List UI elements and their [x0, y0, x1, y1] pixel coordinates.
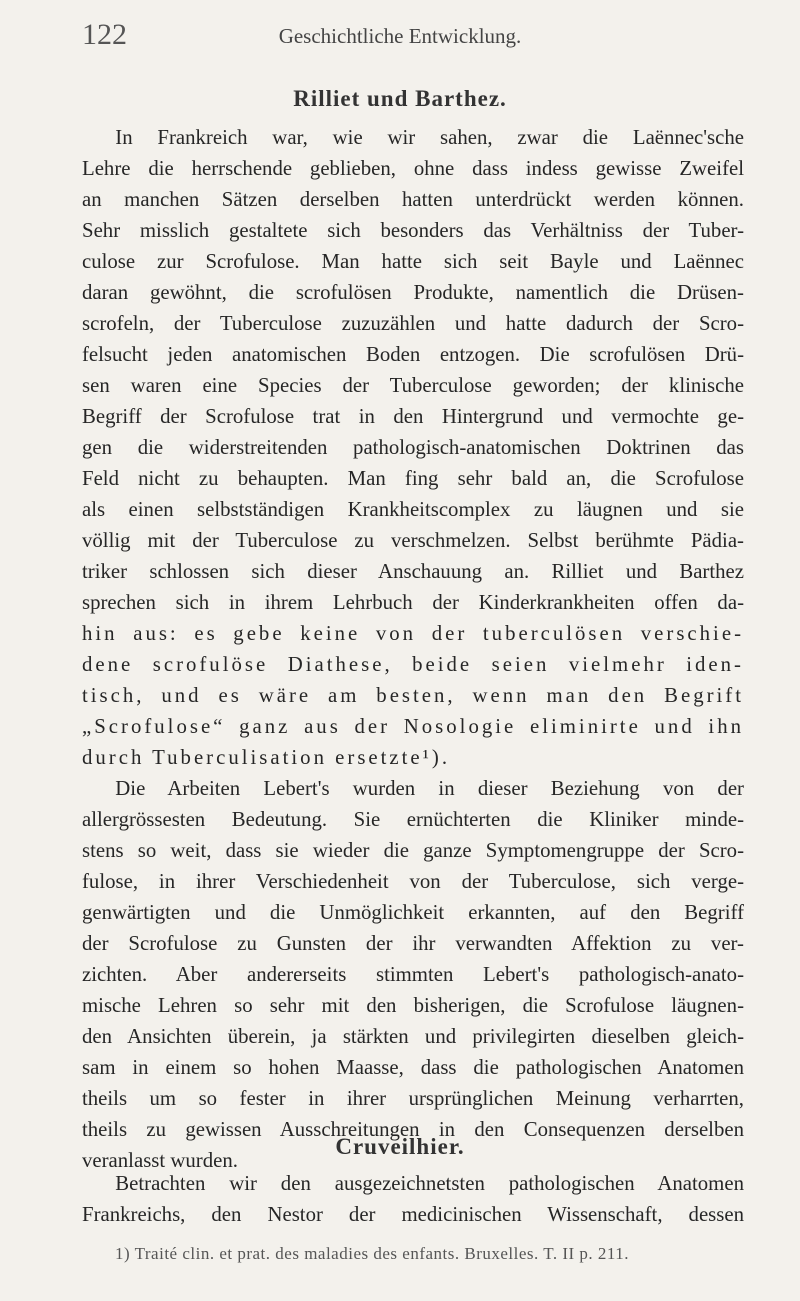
text-line: an manchen Sätzen derselben hatten unterdrückt werden können. — [82, 188, 744, 211]
text-line: Betrachten wir den ausgezeichnetsten pathologischen Anatomen — [115, 1172, 744, 1195]
text-line: veranlasst wurden. — [82, 1149, 238, 1172]
text-line: felsucht jeden anatomischen Boden entzogen. Die scrofulösen Drü- — [82, 343, 744, 366]
page-number: 122 — [82, 18, 127, 51]
text-line: daran gewöhnt, die scrofulösen Produkte, namentlich die Drüsen- — [82, 281, 744, 304]
text-line: Feld nicht zu behaupten. Man fing sehr bald an, die Scrofulose — [82, 467, 744, 490]
text-line: triker schlossen sich dieser Anschauung an. Rilliet und Barthez — [82, 560, 744, 583]
text-line: Die Arbeiten Lebert's wurden in dieser Beziehung von der — [115, 777, 744, 800]
text-line: völlig mit der Tuberculose zu verschmelzen. Selbst berühmte Pädia- — [82, 529, 744, 552]
text-line: gen die widerstreitenden pathologisch-anatomischen Doktrinen das — [82, 436, 744, 459]
section-body-rilliet-barthez — [82, 122, 744, 1176]
text-line: tisch, und es wäre am besten, wenn man den Begrift — [82, 684, 744, 707]
section-heading-rilliet-barthez: Rilliet und Barthez. — [293, 86, 507, 111]
text-line: genwärtigten und die Unmöglichkeit erkannten, auf den Begriff — [82, 901, 744, 924]
text-line: culose zur Scrofulose. Man hatte sich seit Bayle und Laënnec — [82, 250, 744, 273]
text-line: stens so weit, dass sie wieder die ganze Symptomengruppe der Scro- — [82, 839, 744, 862]
text-line: allergrössesten Bedeutung. Sie ernüchterten die Kliniker minde- — [82, 808, 744, 831]
text-line: mische Lehren so sehr mit den bisherigen, die Scrofulose läugnen- — [82, 994, 744, 1017]
text-line: Begriff der Scrofulose trat in den Hintergrund und vermochte ge- — [82, 405, 744, 428]
running-title: Geschichtliche Entwicklung. — [278, 24, 522, 48]
text-line: durch Tuberculisation ersetzte¹). — [82, 746, 451, 769]
text-line: scrofeln, der Tuberculose zuzuzählen und hatte dadurch der Scro- — [82, 312, 744, 335]
text-line: zichten. Aber andererseits stimmten Lebert's pathologisch-anato- — [82, 963, 744, 986]
text-line: hin aus: es gebe keine von der tuberculösen verschie- — [82, 622, 744, 645]
text-line: „Scrofulose“ ganz aus der Nosologie eliminirte und ihn — [82, 715, 744, 738]
section-heading-cruveilhier: Cruveilhier. — [335, 1134, 465, 1159]
text-line: sen waren eine Species der Tuberculose geworden; der klinische — [82, 374, 744, 397]
text-line: Sehr misslich gestaltete sich besonders das Verhältniss der Tuber- — [82, 219, 744, 242]
text-line: als einen selbstständigen Krankheitscomplex zu läugnen und sie — [82, 498, 744, 521]
text-line: dene scrofulöse Diathese, beide seien vielmehr iden- — [82, 653, 744, 676]
text-line: Frankreichs, den Nestor der medicinischen Wissenschaft, dessen — [82, 1203, 744, 1226]
page-header — [0, 18, 800, 58]
text-line: In Frankreich war, wie wir sahen, zwar die Laënnec'sche — [115, 126, 744, 149]
text-line: sprechen sich in ihrem Lehrbuch der Kinderkrankheiten offen da- — [82, 591, 744, 614]
text-line: Lehre die herrschende geblieben, ohne dass indess gewisse Zweifel — [82, 157, 744, 180]
text-line: theils um so fester in ihrer ursprünglichen Meinung verharrten, — [82, 1087, 744, 1110]
text-line: der Scrofulose zu Gunsten der ihr verwandten Affektion zu ver- — [82, 932, 744, 955]
text-line: fulose, in ihrer Verschiedenheit von der Tuberculose, sich verge- — [82, 870, 744, 893]
text-line: den Ansichten überein, ja stärkten und privilegirten dieselben gleich- — [82, 1025, 744, 1048]
text-line: theils zu gewissen Ausschreitungen in den Consequenzen derselben — [82, 1118, 744, 1141]
section-body-cruveilhier — [82, 1168, 744, 1230]
footnote: 1) Traité clin. et prat. des maladies des enfants. Bruxelles. T. II p. 211. — [115, 1244, 630, 1263]
text-line: sam in einem so hohen Maasse, dass die pathologischen Anatomen — [82, 1056, 744, 1079]
